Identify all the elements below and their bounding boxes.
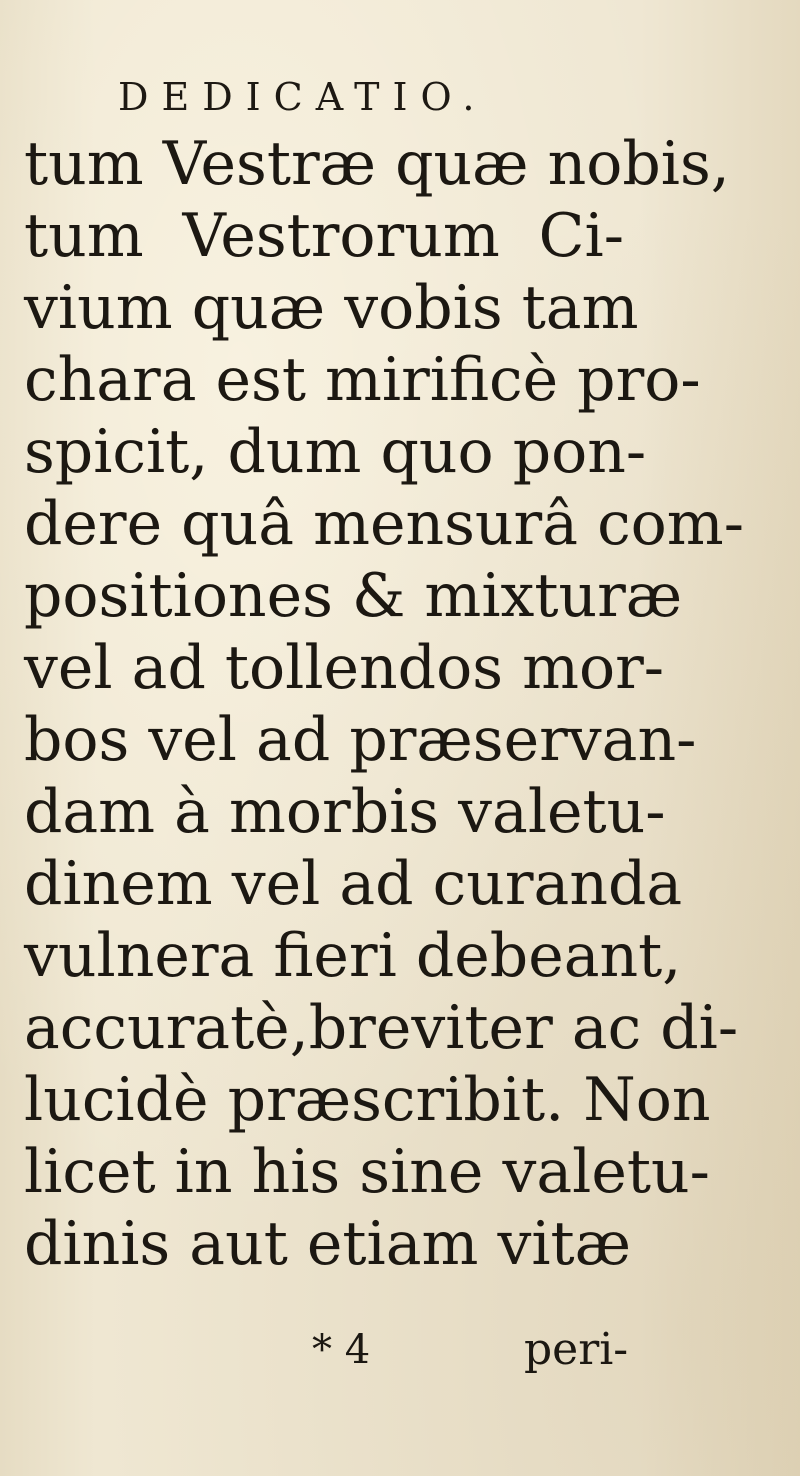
text-line: tum Vestræ quæ nobis, (24, 129, 730, 199)
text-line: bos vel ad præservan- (24, 705, 697, 775)
text-line: dinis aut etiam vitæ (24, 1209, 632, 1279)
text-line: positiones & mixturæ (24, 561, 683, 631)
text-line: dere quâ mensurâ com- (24, 489, 744, 559)
text-line: dinem vel ad curanda (24, 849, 683, 919)
catchword: peri- (524, 1324, 629, 1375)
signature-mark: * 4 (312, 1327, 371, 1373)
text-line: spicit, dum quo pon- (24, 417, 647, 487)
text-line: vulnera fieri debeant, (24, 921, 682, 991)
text-line: lucidè præscribit. Non (24, 1065, 711, 1135)
text-line: vel ad tollendos mor- (24, 633, 665, 703)
running-head: DEDICATIO. (118, 75, 488, 119)
text-line: dam à morbis valetu- (24, 777, 666, 847)
page-footer (0, 1320, 800, 1380)
text-line: chara est mirificè pro- (24, 345, 701, 415)
text-line: licet in his sine valetu- (24, 1137, 710, 1207)
text-line: vium quæ vobis tam (24, 273, 639, 343)
text-line: tum Vestrorum Ci- (24, 201, 624, 271)
body-text (24, 128, 784, 1280)
text-line: accuratè,breviter ac di- (24, 993, 739, 1063)
